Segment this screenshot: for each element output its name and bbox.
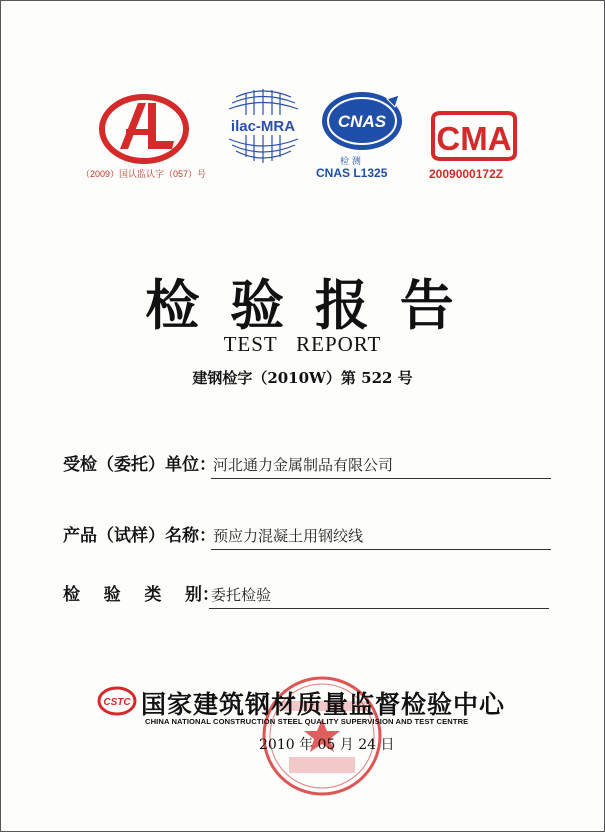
- cstc-logo-icon: [97, 685, 137, 717]
- ilac-mra-logo-icon: [216, 85, 311, 167]
- cnas-logo-icon: [319, 89, 405, 153]
- field-client: [63, 453, 553, 479]
- cstc-text: CSTC: [103, 697, 131, 708]
- ilac-mra-text: ilac-MRA: [230, 118, 296, 135]
- field-product-value: 预应力混凝土用钢绞线: [213, 527, 364, 545]
- issuer-name-cn: 国家建筑钢材质量监督检验中心: [141, 690, 506, 719]
- cma-text: CMA: [436, 120, 512, 157]
- cnas-sub-label: 检 测: [340, 157, 361, 167]
- cma-code: 2009000172Z: [429, 167, 504, 181]
- field-test-type-value: 委托检验: [211, 586, 272, 604]
- report-number: 建钢检字（2010W）第 522 号: [192, 369, 413, 387]
- report-title-cn: 检 验 报 告: [145, 273, 460, 337]
- cnas-text: CNAS: [337, 112, 387, 131]
- field-product-underline: [211, 549, 551, 550]
- cma-logo-icon: [429, 109, 519, 163]
- field-client-value: 河北通力金属制品有限公司: [213, 456, 394, 474]
- issuer-name-en: CHINA NATIONAL CONSTRUCTION STEEL QUALITY SUPERVISION AND TEST CENTRE: [145, 717, 469, 726]
- field-client-label: 受检（委托）单位：: [63, 455, 216, 475]
- field-client-underline: [211, 478, 551, 479]
- cnas-code: CNAS L1325: [316, 166, 388, 180]
- field-product: [63, 524, 553, 550]
- field-test-type: [63, 583, 553, 609]
- cal-caption: （2009）国认监认字（057）号: [81, 169, 207, 179]
- field-test-type-underline: [209, 608, 549, 609]
- field-test-type-label: 检 验 类 别：: [63, 585, 220, 605]
- cal-logo-icon: [98, 93, 190, 165]
- report-date: 2010 年 05 月 24 日: [259, 737, 395, 753]
- report-title-en: TEST REPORT: [223, 332, 382, 356]
- field-product-label: 产品（试样）名称：: [63, 526, 216, 546]
